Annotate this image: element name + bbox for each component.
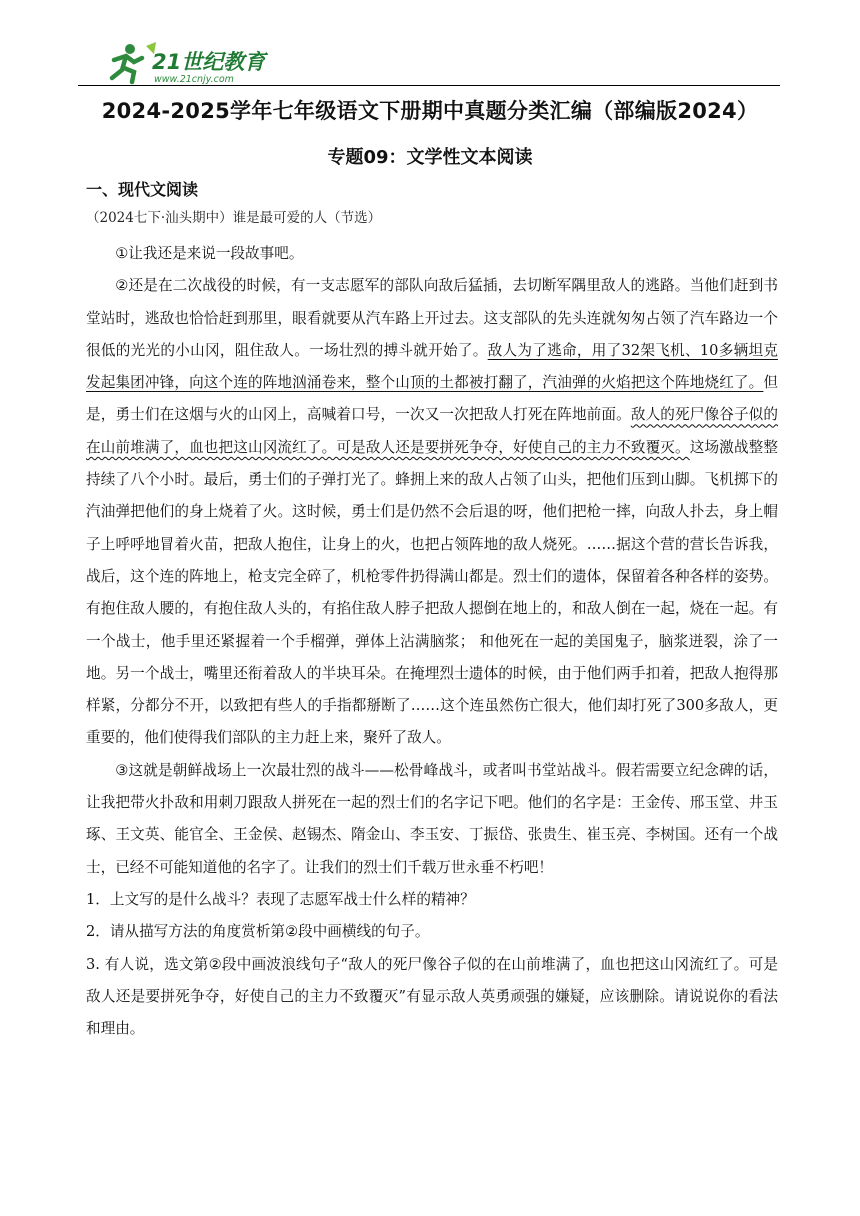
source-line: （2024七下·汕头期中）谁是最可爱的人（节选） — [86, 210, 382, 226]
paragraph-number: ② — [208, 955, 222, 973]
paragraph-text: 这场激战整整持续了八个小时。最后，勇士们的子弹打光了。蜂拥上来的敌人占领了山头，把他们压到山脚。飞机掷下的汽油弹把他们的身上烧着了火。这时候，勇士们是仍然不会后退的呀，他们把枪一摔，向敌人扑去，身上帽子上呼呼地冒着火苗，把敌人抱住，让身上的火，也把占领阵地的敌人烧死。……据这个营的营长告诉我，战后，这个连的阵地上，枪支完全碎了，机枪零件扔得满山都是。烈士们的遗体，保留着各种各样的姿势。有抱住敌人腰的，有抱住敌人头的，有掐住敌人脖子把敌人摁倒在地上的，和敌人倒在一起，烧在一起。有一个战士，他手里还紧握着一个手榴弹，弹体上沾满脑浆； 和他死在一起的美国鬼子，脑浆迸裂，涂了一地。另一个战士，嘴里还衔着敌人的半块耳朵。在掩埋烈士遗体的时候，由于他们两手扣着，把敌人抱得那样紧，分都分不开，以致把有些人的手指都掰断了……这个连虽然伤亡很大，他们却打死了300多敌人，更重要的，他们使得我们部队的主力赶上来，聚歼了敌人。 — [86, 438, 778, 747]
paragraph-text: 这就是朝鲜战场上一次最壮烈的战斗——松骨峰战斗，或者叫书堂站战斗。假若需要立纪念碑的话，让我把带火扑敌和用刺刀跟敌人拼死在一起的烈士们的名字记下吧。他们的名字是：王金传、邢玉堂、井玉琢、王文英、能官全、王金侯、赵锡杰、隋金山、李玉安、丁振岱、张贵生、崔玉亮、李树国。还有一个战士，已经不可能知道他的名字了。让我们的烈士们千载万世永垂不朽吧！ — [86, 761, 778, 876]
document-subtitle: 专题09：文学性文本阅读 — [327, 147, 533, 168]
paragraph-number: ② — [115, 277, 129, 295]
header-divider — [78, 85, 780, 86]
paragraph-1 — [86, 238, 778, 270]
paragraph-number: ③ — [115, 761, 129, 779]
logo-text: 21世纪教育 — [152, 50, 266, 74]
paragraph-text: 还是在二次战役的时候，有一支志愿军的部队向敌后猛插，去切断军隅里敌人的逃路。当他们赶到书堂站时，逃敌也恰恰赶到那里，眼看就要从汽车路上开过去。这支部队的先头连就匆匆占领了汽车路边一个很低的光光的小山冈，阻住敌人。一场壮烈的搏斗就开始了。 — [86, 277, 778, 359]
section-heading: 一、现代文阅读 — [86, 180, 199, 199]
paragraph-text: 让我还是来说一段故事吧。 — [128, 245, 304, 262]
document-title: 2024-2025学年七年级语文下册期中真题分类汇编（部编版2024） — [101, 99, 759, 123]
question-1: 1．上文写的是什么战斗？表现了志愿军战士什么样的精神？ — [86, 890, 475, 908]
question-text: 2．请从描写方法的角度赏析第 — [86, 923, 286, 941]
question-text: 3. 有人说，选文第 — [86, 955, 209, 973]
site-logo — [100, 40, 300, 86]
paragraph-3 — [86, 755, 778, 884]
passage — [86, 238, 778, 1045]
underlined-sentence: 敌人为了逃命，用了32架飞机、10多辆坦克发起集团冲锋，向这个连的阵地汹涌卷来，整个山顶的土都被打翻了，汽油弹的火焰把这个阵地烧红了。 — [86, 341, 778, 392]
paragraph-number: ① — [115, 245, 129, 262]
question-text: 段中画横线的句子。 — [298, 923, 430, 941]
question-2 — [86, 916, 778, 948]
wavy-underlined-sentence: 敌人的死尸像谷子似的在山前堆满了，血也把这山冈流红了。可是敌人还是要拼死争夺，好使自己的主力不致覆灭。 — [86, 406, 778, 456]
paragraph-text: 但是，勇士们在这烟与火的山冈上，高喊着口号，一次又一次把敌人打死在阵地前面。 — [86, 374, 778, 424]
paragraph-2 — [86, 270, 778, 754]
runner-icon — [112, 42, 156, 82]
question-text: 段中画波浪线句子“敌人的死尸像谷子似的在山前堆满了，血也把这山冈流红了。可是敌人还是要拼死争夺，好使自己的主力不致覆灭”有显示敌人英勇顽强的嫌疑，应该删除。请说说你的看法和理由。 — [86, 955, 778, 1038]
logo-url: www.21cnjy.com — [154, 74, 234, 85]
paragraph-number: ② — [285, 923, 299, 941]
question-3 — [86, 949, 778, 1046]
